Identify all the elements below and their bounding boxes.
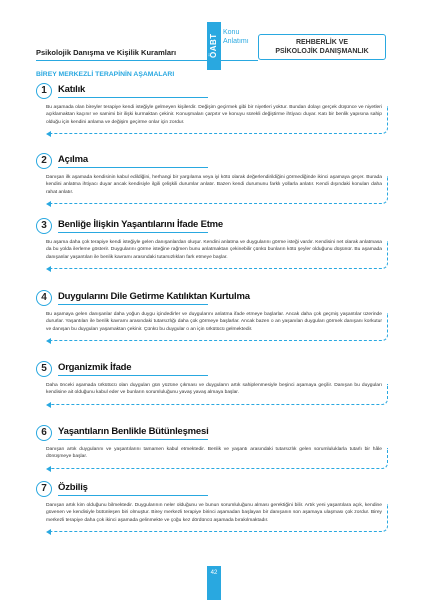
step-text: Danışan ilk aşamada kendisinin kabul edildiğini, herhangi bir yargılama veya iyi kötü olarak değerlendirildiğini görmediğinde ikinci aşamaya geçer. Burada kendini anlatma ihtiyacı duyar ancak kendisiyle ilgili çelişkili durumlar anlatır. Bazen kendi durumunu farklı yollarla anlatır. Kendi dışındaki konuları daha rahat anlatır. bbox=[46, 175, 382, 195]
page-header bbox=[0, 0, 424, 70]
badge-line-1: REHBERLİK VE bbox=[295, 39, 349, 46]
step-body bbox=[44, 502, 388, 530]
step-text: Danışan artık duygularını ve yaşantılarını tamamen kabul etmektedir. Benlik ve yaşantı arasındaki tutarsızlık gelen sorumluluklarla tutarlı bir hâle dönüşmeye başlar. bbox=[46, 447, 382, 460]
step-head bbox=[36, 218, 388, 236]
step-title: Açılma bbox=[58, 154, 88, 165]
title-rule bbox=[58, 232, 208, 233]
book-title: Psikolojik Danışma ve Kişilik Kuramları bbox=[36, 48, 177, 57]
arrow-icon bbox=[46, 266, 51, 272]
step-number: 5 bbox=[36, 361, 52, 377]
badge-line-2: PSİKOLOJİK DANIŞMANLIK bbox=[275, 48, 369, 55]
header-rule bbox=[36, 60, 258, 61]
step-title: Benliğe İlişkin Yaşantılarını İfade Etme bbox=[58, 219, 223, 230]
arrow-icon bbox=[46, 131, 51, 137]
step-3 bbox=[36, 218, 388, 267]
oabt-tab: ÖABT bbox=[207, 22, 221, 70]
step-head bbox=[36, 290, 388, 308]
arrow-icon bbox=[46, 402, 51, 408]
step-title: Organizmik İfade bbox=[58, 362, 132, 373]
step-title: Özbiliş bbox=[58, 482, 88, 493]
title-rule bbox=[58, 304, 208, 305]
step-body bbox=[44, 239, 388, 267]
step-title: Yaşantıların Benlikle Bütünleşmesi bbox=[58, 426, 209, 437]
step-7 bbox=[36, 481, 388, 530]
subject-badge bbox=[258, 34, 386, 60]
step-5 bbox=[36, 361, 388, 403]
step-text: Bu aşama daha çok terapiye kendi isteğiyle gelen danışanlardan oluşur. Kendini anlatma ve duygularını görme isteği vardır. Kendisini net olarak anlatmasa da bu yolda ilerleme gösterir. Duygularını görme isteğine rağmen bunu anlatmaktan çekinebilir çünkü bunların kötü şeyler olduğunu düşünür. Bu aşamada danışanlar yaşantıları ile benlik kavramı arasındaki tutarsızlıkları fark etmeye başlar. bbox=[46, 240, 382, 260]
title-rule bbox=[58, 167, 208, 168]
step-number: 4 bbox=[36, 290, 52, 306]
step-2 bbox=[36, 153, 388, 202]
konu-line-1: Konu bbox=[223, 29, 240, 36]
step-body bbox=[44, 446, 388, 467]
step-text: Bu aşamada olan bireyler terapiye kendi isteğiyle gelmeyen kişilerdir. Değişim geçirmek gibi bir niyetleri yoktur. Bundan dolayı gerçek düşünce ve niyetleri açıklamaktan kaçınır ve samimi bir ilişki kurmaktan çekinir. Konuşmaları çarpıtır ve konuyu sürekli değiştirme ihtiyacı duyar. Katı bir benlik yapısına sahip olduğu için kendini anlama ve değişim geçirme onlar için zordur. bbox=[46, 105, 382, 125]
step-body bbox=[44, 104, 388, 132]
step-number: 3 bbox=[36, 218, 52, 234]
step-1 bbox=[36, 83, 388, 132]
title-rule bbox=[58, 439, 208, 440]
konu-line-2: Anlatımı bbox=[223, 38, 249, 45]
step-body bbox=[44, 382, 388, 403]
step-6 bbox=[36, 425, 388, 467]
step-body bbox=[44, 311, 388, 339]
title-rule bbox=[58, 495, 208, 496]
step-4 bbox=[36, 290, 388, 339]
step-number: 6 bbox=[36, 425, 52, 441]
step-number: 2 bbox=[36, 153, 52, 169]
arrow-icon bbox=[46, 466, 51, 472]
step-head bbox=[36, 153, 388, 171]
arrow-icon bbox=[46, 201, 51, 207]
step-head bbox=[36, 425, 388, 443]
step-head bbox=[36, 361, 388, 379]
title-rule bbox=[58, 97, 208, 98]
konu-anlatimi-label bbox=[223, 28, 249, 46]
step-text: Danışan artık kim olduğunu bilmektedir. Duygularının neler olduğunu ve bunun sorumluluğunu alması gerektiğini bilir. Artık yeni yaşantılara açık, kendine güvenen ve kendisiyle bütünleşen biri olmuştur. Birey merkezli terapiye birinci aşamadan başlayan bir danışanın son aşamaya ulaşması çok zordur. Birey merkezli terapiye daha çok ikinci aşamada gelinmekte ve çoğu kez dördüncü aşamada bırakılmaktadır. bbox=[46, 503, 382, 523]
title-rule bbox=[58, 375, 208, 376]
arrow-icon bbox=[46, 338, 51, 344]
arrow-icon bbox=[46, 529, 51, 535]
section-title: BİREY MERKEZLİ TERAPİNİN AŞAMALARI bbox=[36, 71, 175, 78]
step-title: Duygularını Dile Getirme Katılıktan Kurtulma bbox=[58, 291, 250, 302]
step-body bbox=[44, 174, 388, 202]
step-head bbox=[36, 481, 388, 499]
step-title: Katılık bbox=[58, 84, 86, 95]
step-head bbox=[36, 83, 388, 101]
step-number: 1 bbox=[36, 83, 52, 99]
step-text: Daha önceki aşamada ürkütücü olan duyguları gün yüzüne çıkması ve duyguların artık sahiplenmesiyle beşinci aşamaya geçilir. Danışan bu duyguları kendisine ait olduğunu kabul eder ve bunların sorumluluğunu yavaş yavaş almaya başlar. bbox=[46, 383, 382, 396]
page-number: 42 bbox=[207, 566, 221, 600]
step-number: 7 bbox=[36, 481, 52, 497]
step-text: Bu aşamaya gelen danışanlar daha yoğun duygu içindedirler ve duygularını anlatma ifade etmeye başlarlar. Ancak daha çok geçmiş yaşantılar üzerinde dururlar. Yaşantıları ile benlik kavramı arasındaki tutarsızlığı daha çok görmeye başlarlar. Ancak bazen o an yaşanılan duyguları görmek danışanı korkutur ve danışan bu duyguları yaşamaktan çekinir. Çünkü bu duygular o an için ürkütücü gelmektedir. bbox=[46, 312, 382, 332]
